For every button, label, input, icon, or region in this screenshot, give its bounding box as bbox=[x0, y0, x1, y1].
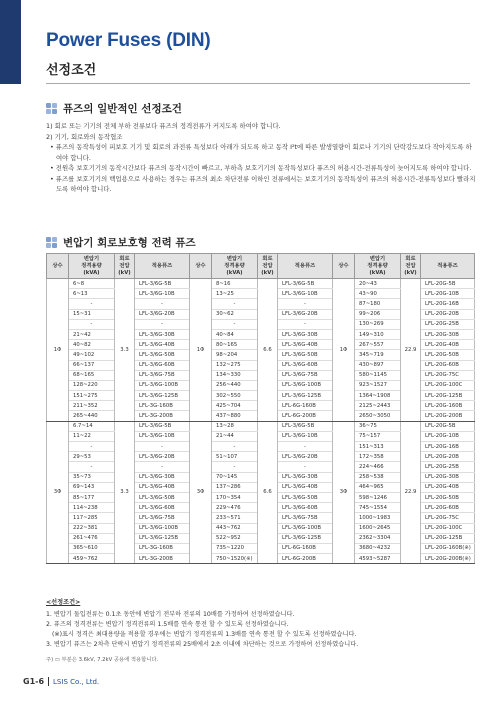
capacity-cell: 345~719 bbox=[355, 350, 401, 360]
capacity-cell: 4593~5287 bbox=[355, 554, 401, 564]
fuse-cell: LFL-20G-20B bbox=[421, 309, 475, 319]
page-title: Power Fuses (DIN) bbox=[46, 30, 211, 51]
fuse-cell: LFL-3/6G-50B bbox=[278, 350, 333, 360]
voltage-cell: 3.3 bbox=[115, 279, 135, 422]
fuse-cell: LFL-3/6G-50B bbox=[135, 350, 190, 360]
fuse-cell: LFL-20G-10B bbox=[421, 431, 475, 441]
capacity-cell: - bbox=[212, 442, 258, 452]
note-item: 2. 퓨즈의 정격전류는 변압기 정격전류의 1.5배를 연속 통전 할 수 있도록 선정하였습니다. bbox=[46, 621, 289, 628]
cross-bullet-icon bbox=[46, 103, 58, 115]
fuse-cell: LFL-3/6G-75B bbox=[135, 370, 190, 380]
fuse-cell: LFL-3/6G-100B bbox=[278, 380, 333, 390]
capacity-cell: 99~206 bbox=[355, 309, 401, 319]
note-item: 1. 변압기 돌입전류는 0.1초 동안에 변압기 전부하 전류의 10배를 가정하여 선정하였습니다. bbox=[46, 611, 295, 618]
note-item: 3. 변압기 퓨즈는 2차측 단락시 변압기 정격전류의 25배에서 2초 이내에 차단하는 것으로 가정하여 선정하였습니다. bbox=[46, 641, 359, 648]
capacity-cell: 11~22 bbox=[69, 431, 115, 441]
fuse-cell: LFL-3/6G-40B bbox=[278, 340, 333, 350]
capacity-cell: 130~269 bbox=[355, 319, 401, 329]
fuse-selection-table bbox=[46, 253, 475, 564]
header-phase: 상수 bbox=[190, 254, 212, 279]
capacity-cell: 87~180 bbox=[355, 299, 401, 309]
capacity-cell: 128~220 bbox=[69, 380, 115, 390]
fuse-cell: LFL-3/6G-100B bbox=[135, 523, 190, 533]
header-capacity: 변압기 정격용량 (kVA) bbox=[69, 254, 115, 279]
capacity-cell: 267~557 bbox=[355, 340, 401, 350]
capacity-cell: 70~145 bbox=[212, 472, 258, 482]
capacity-cell: 8~16 bbox=[212, 279, 258, 289]
capacity-cell: 80~165 bbox=[212, 340, 258, 350]
capacity-cell: 75~157 bbox=[355, 431, 401, 441]
fuse-cell: LFL-3/6G-5B bbox=[278, 279, 333, 289]
capacity-cell: 51~107 bbox=[212, 452, 258, 462]
fuse-cell: LFL-3/6G-100B bbox=[278, 523, 333, 533]
fuse-cell: LFL-3/6G-10B bbox=[278, 289, 333, 299]
capacity-cell: 224~466 bbox=[355, 462, 401, 472]
fuse-cell: LFL-3/6G-10B bbox=[135, 431, 190, 441]
capacity-cell: 302~550 bbox=[212, 391, 258, 401]
fuse-cell: - bbox=[278, 319, 333, 329]
phase-cell: 1Φ bbox=[333, 279, 355, 422]
capacity-cell: 13~28 bbox=[212, 421, 258, 431]
capacity-cell: - bbox=[212, 462, 258, 472]
condition-line: • 퓨즈의 동작특성이 피보호 기기 및 회로의 과전류 특성보다 아래가 되도록 하고 동작 I²t에 따른 발생열량이 회로나 기기의 단락강도보다 작아지도록 하여야 합니다. bbox=[50, 143, 472, 162]
table-header-row bbox=[47, 254, 475, 279]
phase-cell: 3Φ bbox=[333, 421, 355, 564]
header-voltage: 회로 전압 (kV) bbox=[115, 254, 135, 279]
capacity-cell: 151~313 bbox=[355, 442, 401, 452]
fuse-cell: LFL-3G-200B bbox=[135, 554, 190, 564]
fuse-cell: LFL-3/6G-50B bbox=[135, 492, 190, 502]
section-heading-2 bbox=[46, 235, 196, 250]
capacity-cell: 258~538 bbox=[355, 472, 401, 482]
fuse-cell: LFL-3/6G-75B bbox=[278, 370, 333, 380]
capacity-cell: - bbox=[212, 319, 258, 329]
capacity-cell: 6~8 bbox=[69, 279, 115, 289]
header-voltage: 회로 전압 (kV) bbox=[401, 254, 421, 279]
fuse-cell: LFL-20G-125B bbox=[421, 391, 475, 401]
capacity-cell: 365~610 bbox=[69, 543, 115, 553]
capacity-cell: 149~310 bbox=[355, 329, 401, 339]
capacity-cell: 735~1220 bbox=[212, 543, 258, 553]
section-heading-1-text: 퓨즈의 일반적인 선정조건 bbox=[63, 103, 182, 115]
phase-cell: 3Φ bbox=[47, 421, 69, 564]
fuse-cell: LFL-3G-160B bbox=[135, 401, 190, 411]
capacity-cell: 6~13 bbox=[69, 289, 115, 299]
fuse-cell: - bbox=[135, 299, 190, 309]
fuse-cell: LFL-3/6G-75B bbox=[278, 513, 333, 523]
voltage-cell: 3.3 bbox=[115, 421, 135, 564]
voltage-cell: 6.6 bbox=[258, 421, 278, 564]
capacity-cell: 464~965 bbox=[355, 482, 401, 492]
capacity-cell: 3680~4232 bbox=[355, 543, 401, 553]
capacity-cell: 29~53 bbox=[69, 452, 115, 462]
page-footer bbox=[23, 677, 99, 686]
capacity-cell: 750~1520(※) bbox=[212, 554, 258, 564]
fuse-cell: LFL-6G-200B bbox=[278, 554, 333, 564]
capacity-cell: 6.7~14 bbox=[69, 421, 115, 431]
voltage-cell: 22.9 bbox=[401, 279, 421, 422]
capacity-cell: - bbox=[69, 462, 115, 472]
fuse-cell: LFL-20G-200B bbox=[421, 411, 475, 421]
capacity-cell: 229~476 bbox=[212, 503, 258, 513]
capacity-cell: 1000~1983 bbox=[355, 513, 401, 523]
table-row bbox=[47, 421, 475, 431]
fuse-cell: LFL-3/6G-20B bbox=[135, 309, 190, 319]
fuse-cell: LFL-3/6G-60B bbox=[278, 360, 333, 370]
capacity-cell: 13~25 bbox=[212, 289, 258, 299]
capacity-cell: 261~476 bbox=[69, 533, 115, 543]
capacity-cell: 21~44 bbox=[212, 431, 258, 441]
fuse-cell: - bbox=[278, 462, 333, 472]
fuse-cell: - bbox=[135, 442, 190, 452]
footer-divider bbox=[48, 677, 49, 686]
header-fuse: 적용퓨즈 bbox=[278, 254, 333, 279]
fuse-cell: LFL-20G-160B bbox=[421, 401, 475, 411]
company-name: LSIS Co., Ltd. bbox=[53, 677, 100, 686]
cross-bullet-icon bbox=[46, 237, 58, 249]
capacity-cell: 459~762 bbox=[69, 554, 115, 564]
capacity-cell: 114~238 bbox=[69, 503, 115, 513]
fuse-cell: LFL-20G-100C bbox=[421, 523, 475, 533]
fuse-cell: - bbox=[278, 299, 333, 309]
fuse-cell: LFL-3/6G-50B bbox=[278, 492, 333, 502]
capacity-cell: 580~1145 bbox=[355, 370, 401, 380]
fuse-cell: LFL-20G-60B bbox=[421, 360, 475, 370]
fuse-cell: LFL-20G-5B bbox=[421, 279, 475, 289]
fuse-cell: LFL-3/6G-30B bbox=[135, 472, 190, 482]
note-item: (※)표시 정격은 최대용량을 적용할 경우에는 변압기 정격전류의 1.3배를 연속 통전 할 수 있도록 선정하였습니다. bbox=[52, 631, 357, 638]
capacity-cell: 49~102 bbox=[69, 350, 115, 360]
capacity-cell: 1600~2645 bbox=[355, 523, 401, 533]
capacity-cell: 222~381 bbox=[69, 523, 115, 533]
fuse-cell: LFL-20G-50B bbox=[421, 350, 475, 360]
fuse-cell: LFL-20G-25B bbox=[421, 319, 475, 329]
fuse-cell: LFL-3/6G-10B bbox=[278, 431, 333, 441]
fuse-cell: LFL-20G-125B bbox=[421, 533, 475, 543]
fuse-cell: LFL-3/6G-20B bbox=[278, 452, 333, 462]
capacity-cell: 430~897 bbox=[355, 360, 401, 370]
side-tab-marker bbox=[0, 0, 21, 84]
fuse-cell: - bbox=[135, 319, 190, 329]
capacity-cell: 923~1527 bbox=[355, 380, 401, 390]
fuse-cell: LFL-20G-50B bbox=[421, 492, 475, 502]
fuse-cell: LFL-3/6G-5B bbox=[135, 279, 190, 289]
fuse-cell: LFL-20G-40B bbox=[421, 482, 475, 492]
fuse-cell: LFL-20G-16B bbox=[421, 442, 475, 452]
fuse-cell: LFL-20G-10B bbox=[421, 289, 475, 299]
voltage-cell: 22.9 bbox=[401, 421, 421, 564]
capacity-cell: 745~1554 bbox=[355, 503, 401, 513]
condition-line: 2) 기기, 회로와의 동작협조 bbox=[46, 132, 123, 141]
fuse-cell: LFL-20G-60B bbox=[421, 503, 475, 513]
page-subtitle: 선정조건 bbox=[46, 63, 97, 78]
fuse-cell: LFL-3/6G-30B bbox=[278, 329, 333, 339]
capacity-cell: 425~704 bbox=[212, 401, 258, 411]
fuse-cell: LFL-3/6G-40B bbox=[278, 482, 333, 492]
condition-line: 1) 회로 또는 기기의 전체 부하 전류보다 퓨즈의 정격전류가 커지도록 하여야 합니다. bbox=[46, 122, 281, 130]
capacity-cell: 151~275 bbox=[69, 391, 115, 401]
notes-title: <선정조건> bbox=[46, 599, 81, 606]
capacity-cell: 40~82 bbox=[69, 340, 115, 350]
capacity-cell: 98~204 bbox=[212, 350, 258, 360]
fuse-cell: LFL-3/6G-60B bbox=[135, 503, 190, 513]
capacity-cell: 172~358 bbox=[355, 452, 401, 462]
section-heading-2-text: 변압기 회로보호형 전력 퓨즈 bbox=[63, 237, 196, 249]
capacity-cell: 132~275 bbox=[212, 360, 258, 370]
fuse-cell: LFL-3/6G-30B bbox=[278, 472, 333, 482]
fuse-cell: LFL-20G-40B bbox=[421, 340, 475, 350]
capacity-cell: 69~143 bbox=[69, 482, 115, 492]
fuse-cell: - bbox=[278, 442, 333, 452]
divider bbox=[46, 83, 470, 84]
header-voltage: 회로 전압 (kV) bbox=[258, 254, 278, 279]
capacity-cell: 117~285 bbox=[69, 513, 115, 523]
header-fuse: 적용퓨즈 bbox=[421, 254, 475, 279]
capacity-cell: 66~137 bbox=[69, 360, 115, 370]
capacity-cell: 170~354 bbox=[212, 492, 258, 502]
header-phase: 상수 bbox=[47, 254, 69, 279]
notes-block bbox=[46, 598, 476, 650]
capacity-cell: 134~330 bbox=[212, 370, 258, 380]
capacity-cell: 68~165 bbox=[69, 370, 115, 380]
fuse-cell: LFL-20G-30B bbox=[421, 329, 475, 339]
table-footnote bbox=[46, 655, 158, 663]
fuse-cell: LFL-20G-16B bbox=[421, 299, 475, 309]
fuse-cell: LFL-20G-75C bbox=[421, 370, 475, 380]
fuse-cell: LFL-3/6G-75B bbox=[135, 513, 190, 523]
fuse-cell: LFL-3/6G-5B bbox=[135, 421, 190, 431]
fuse-cell: LFL-3/6G-125B bbox=[135, 391, 190, 401]
header-capacity: 변압기 정격용량 (kVA) bbox=[355, 254, 401, 279]
fuse-cell: LFL-3/6G-125B bbox=[278, 391, 333, 401]
fuse-cell: LFL-3G-160B bbox=[135, 543, 190, 553]
header-capacity: 변압기 정격용량 (kVA) bbox=[212, 254, 258, 279]
fuse-cell: LFL-3/6G-30B bbox=[135, 329, 190, 339]
capacity-cell: 256~440 bbox=[212, 380, 258, 390]
capacity-cell: 443~762 bbox=[212, 523, 258, 533]
capacity-cell: 522~952 bbox=[212, 533, 258, 543]
capacity-cell: - bbox=[212, 299, 258, 309]
fuse-cell: LFL-20G-160B(※) bbox=[421, 543, 475, 553]
header-fuse: 적용퓨즈 bbox=[135, 254, 190, 279]
capacity-cell: 265~440 bbox=[69, 411, 115, 421]
page-number: G1-6 bbox=[23, 677, 45, 686]
fuse-cell: LFL-3/6G-60B bbox=[135, 360, 190, 370]
fuse-cell: LFL-3/6G-125B bbox=[278, 533, 333, 543]
capacity-cell: 30~62 bbox=[212, 309, 258, 319]
capacity-cell: 21~42 bbox=[69, 329, 115, 339]
fuse-cell: LFL-3/6G-40B bbox=[135, 340, 190, 350]
capacity-cell: 35~73 bbox=[69, 472, 115, 482]
capacity-cell: 211~352 bbox=[69, 401, 115, 411]
header-phase: 상수 bbox=[333, 254, 355, 279]
capacity-cell: 2125~2443 bbox=[355, 401, 401, 411]
section-heading-1 bbox=[46, 101, 182, 116]
capacity-cell: 40~84 bbox=[212, 329, 258, 339]
fuse-cell: LFL-6G-160B bbox=[278, 543, 333, 553]
capacity-cell: 85~177 bbox=[69, 492, 115, 502]
capacity-cell: 2362~3304 bbox=[355, 533, 401, 543]
fuse-cell: LFL-20G-25B bbox=[421, 462, 475, 472]
phase-cell: 1Φ bbox=[47, 279, 69, 422]
capacity-cell: 233~571 bbox=[212, 513, 258, 523]
capacity-cell: - bbox=[69, 442, 115, 452]
footnote-text: 주) ▭ 부분은 3.6kV, 7.2kV 공용에 적용합니다. bbox=[46, 657, 159, 663]
capacity-cell: 43~90 bbox=[355, 289, 401, 299]
capacity-cell: 20~43 bbox=[355, 279, 401, 289]
table-row bbox=[47, 279, 475, 289]
capacity-cell: 137~286 bbox=[212, 482, 258, 492]
fuse-cell: LFL-20G-200B(※) bbox=[421, 554, 475, 564]
capacity-cell: 15~31 bbox=[69, 309, 115, 319]
capacity-cell: 1364~1908 bbox=[355, 391, 401, 401]
fuse-cell: LFL-3G-200B bbox=[135, 411, 190, 421]
fuse-cell: - bbox=[135, 462, 190, 472]
selection-conditions-text bbox=[46, 121, 476, 195]
capacity-cell: - bbox=[69, 319, 115, 329]
capacity-cell: 36~75 bbox=[355, 421, 401, 431]
condition-line: • 퓨즈를 보호기기의 백업용으로 사용하는 경우는 퓨즈의 최소 차단전류 이하인 전류에서는 보호기기의 동작특성이 퓨즈의 허용시간-전류특성보다 빨라지도록 하여야 합니다. bbox=[50, 174, 476, 193]
capacity-cell: 437~880 bbox=[212, 411, 258, 421]
fuse-cell: LFL-3/6G-60B bbox=[278, 503, 333, 513]
fuse-cell: LFL-3/6G-10B bbox=[135, 289, 190, 299]
fuse-cell: LFL-3/6G-20B bbox=[135, 452, 190, 462]
condition-line: • 전원측 보호기기의 동작시간보다 퓨즈의 동작시간이 빠르고, 부하측 보호기기의 동작특성보다 퓨즈의 허용시간-전류특성이 늦어지도록 하여야 합니다. bbox=[50, 164, 472, 172]
fuse-cell: LFL-3/6G-5B bbox=[278, 421, 333, 431]
fuse-cell: LFL-3/6G-125B bbox=[135, 533, 190, 543]
capacity-cell: - bbox=[69, 299, 115, 309]
phase-cell: 1Φ bbox=[190, 279, 212, 422]
fuse-cell: LFL-3/6G-20B bbox=[278, 309, 333, 319]
fuse-cell: LFL-3/6G-40B bbox=[135, 482, 190, 492]
fuse-cell: LFL-20G-5B bbox=[421, 421, 475, 431]
fuse-cell: LFL-6G-160B bbox=[278, 401, 333, 411]
capacity-cell: 598~1246 bbox=[355, 492, 401, 502]
fuse-cell: LFL-20G-100C bbox=[421, 380, 475, 390]
fuse-cell: LFL-20G-75C bbox=[421, 513, 475, 523]
voltage-cell: 6.6 bbox=[258, 279, 278, 422]
fuse-cell: LFL-20G-30B bbox=[421, 472, 475, 482]
fuse-cell: LFL-6G-200B bbox=[278, 411, 333, 421]
capacity-cell: 2650~3050 bbox=[355, 411, 401, 421]
fuse-cell: LFL-20G-20B bbox=[421, 452, 475, 462]
phase-cell: 3Φ bbox=[190, 421, 212, 564]
fuse-cell: LFL-3/6G-100B bbox=[135, 380, 190, 390]
